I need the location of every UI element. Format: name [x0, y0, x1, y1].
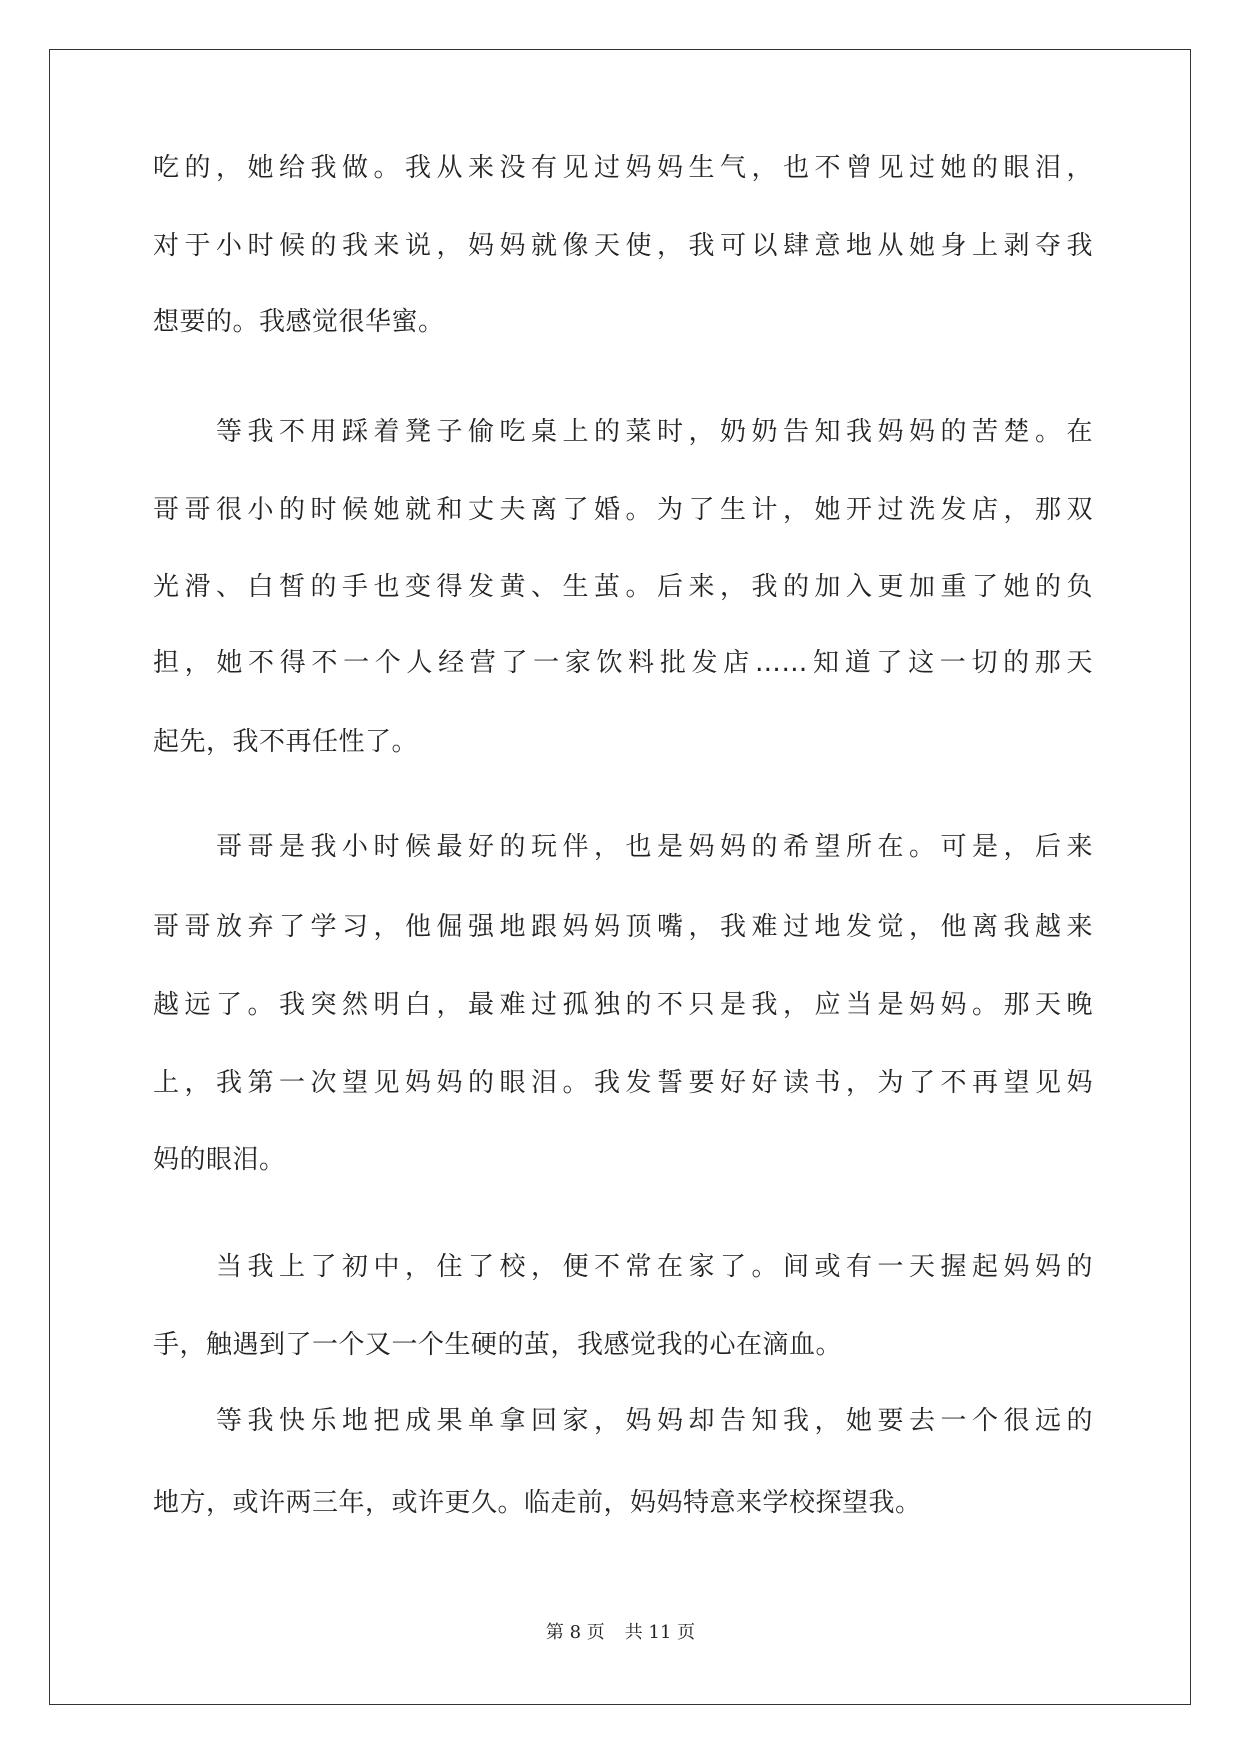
text-line: 想要的。我感觉很华蜜。 — [153, 307, 445, 337]
text-line: 当我上了初中，住了校，便不常在家了。间或有一天握起妈妈的 — [153, 1252, 1093, 1282]
text-line: 担，她不得不一个人经营了一家饮料批发店……知道了这一切的那天 — [153, 648, 1093, 678]
text-line: 越远了。我突然明白，最难过孤独的不只是我，应当是妈妈。那天晚 — [153, 990, 1093, 1020]
page-footer — [0, 1620, 1241, 1646]
text-line: 哥哥放弃了学习，他倔强地跟妈妈顶嘴，我难过地发觉，他离我越来 — [153, 912, 1093, 942]
text-line: 等我不用踩着凳子偷吃桌上的菜时，奶奶告知我妈妈的苦楚。在 — [153, 417, 1093, 447]
text-line: 地方，或许两三年，或许更久。临走前，妈妈特意来学校探望我。 — [153, 1488, 922, 1518]
page-border — [49, 49, 1191, 1705]
text-line: 手，触遇到了一个又一个生硬的茧，我感觉我的心在滴血。 — [153, 1330, 843, 1360]
text-line: 起先，我不再任性了。 — [153, 727, 419, 757]
text-line: 等我快乐地把成果单拿回家，妈妈却告知我，她要去一个很远的 — [153, 1406, 1093, 1436]
text-line: 光滑、白皙的手也变得发黄、生茧。后来，我的加入更加重了她的负 — [153, 572, 1093, 602]
text-line: 上，我第一次望见妈妈的眼泪。我发誓要好好读书，为了不再望见妈 — [153, 1068, 1093, 1098]
text-line: 吃的，她给我做。我从来没有见过妈妈生气，也不曾见过她的眼泪， — [153, 153, 1093, 183]
page-total: 共 11 页 — [624, 1622, 696, 1643]
text-line: 哥哥是我小时候最好的玩伴，也是妈妈的希望所在。可是，后来 — [153, 832, 1093, 862]
text-line: 对于小时候的我来说，妈妈就像天使，我可以肆意地从她身上剥夺我 — [153, 231, 1093, 261]
page-number: 第 8 页 — [545, 1622, 605, 1643]
text-line: 妈的眼泪。 — [153, 1145, 286, 1175]
text-line: 哥哥很小的时候她就和丈夫离了婚。为了生计，她开过洗发店，那双 — [153, 495, 1093, 525]
